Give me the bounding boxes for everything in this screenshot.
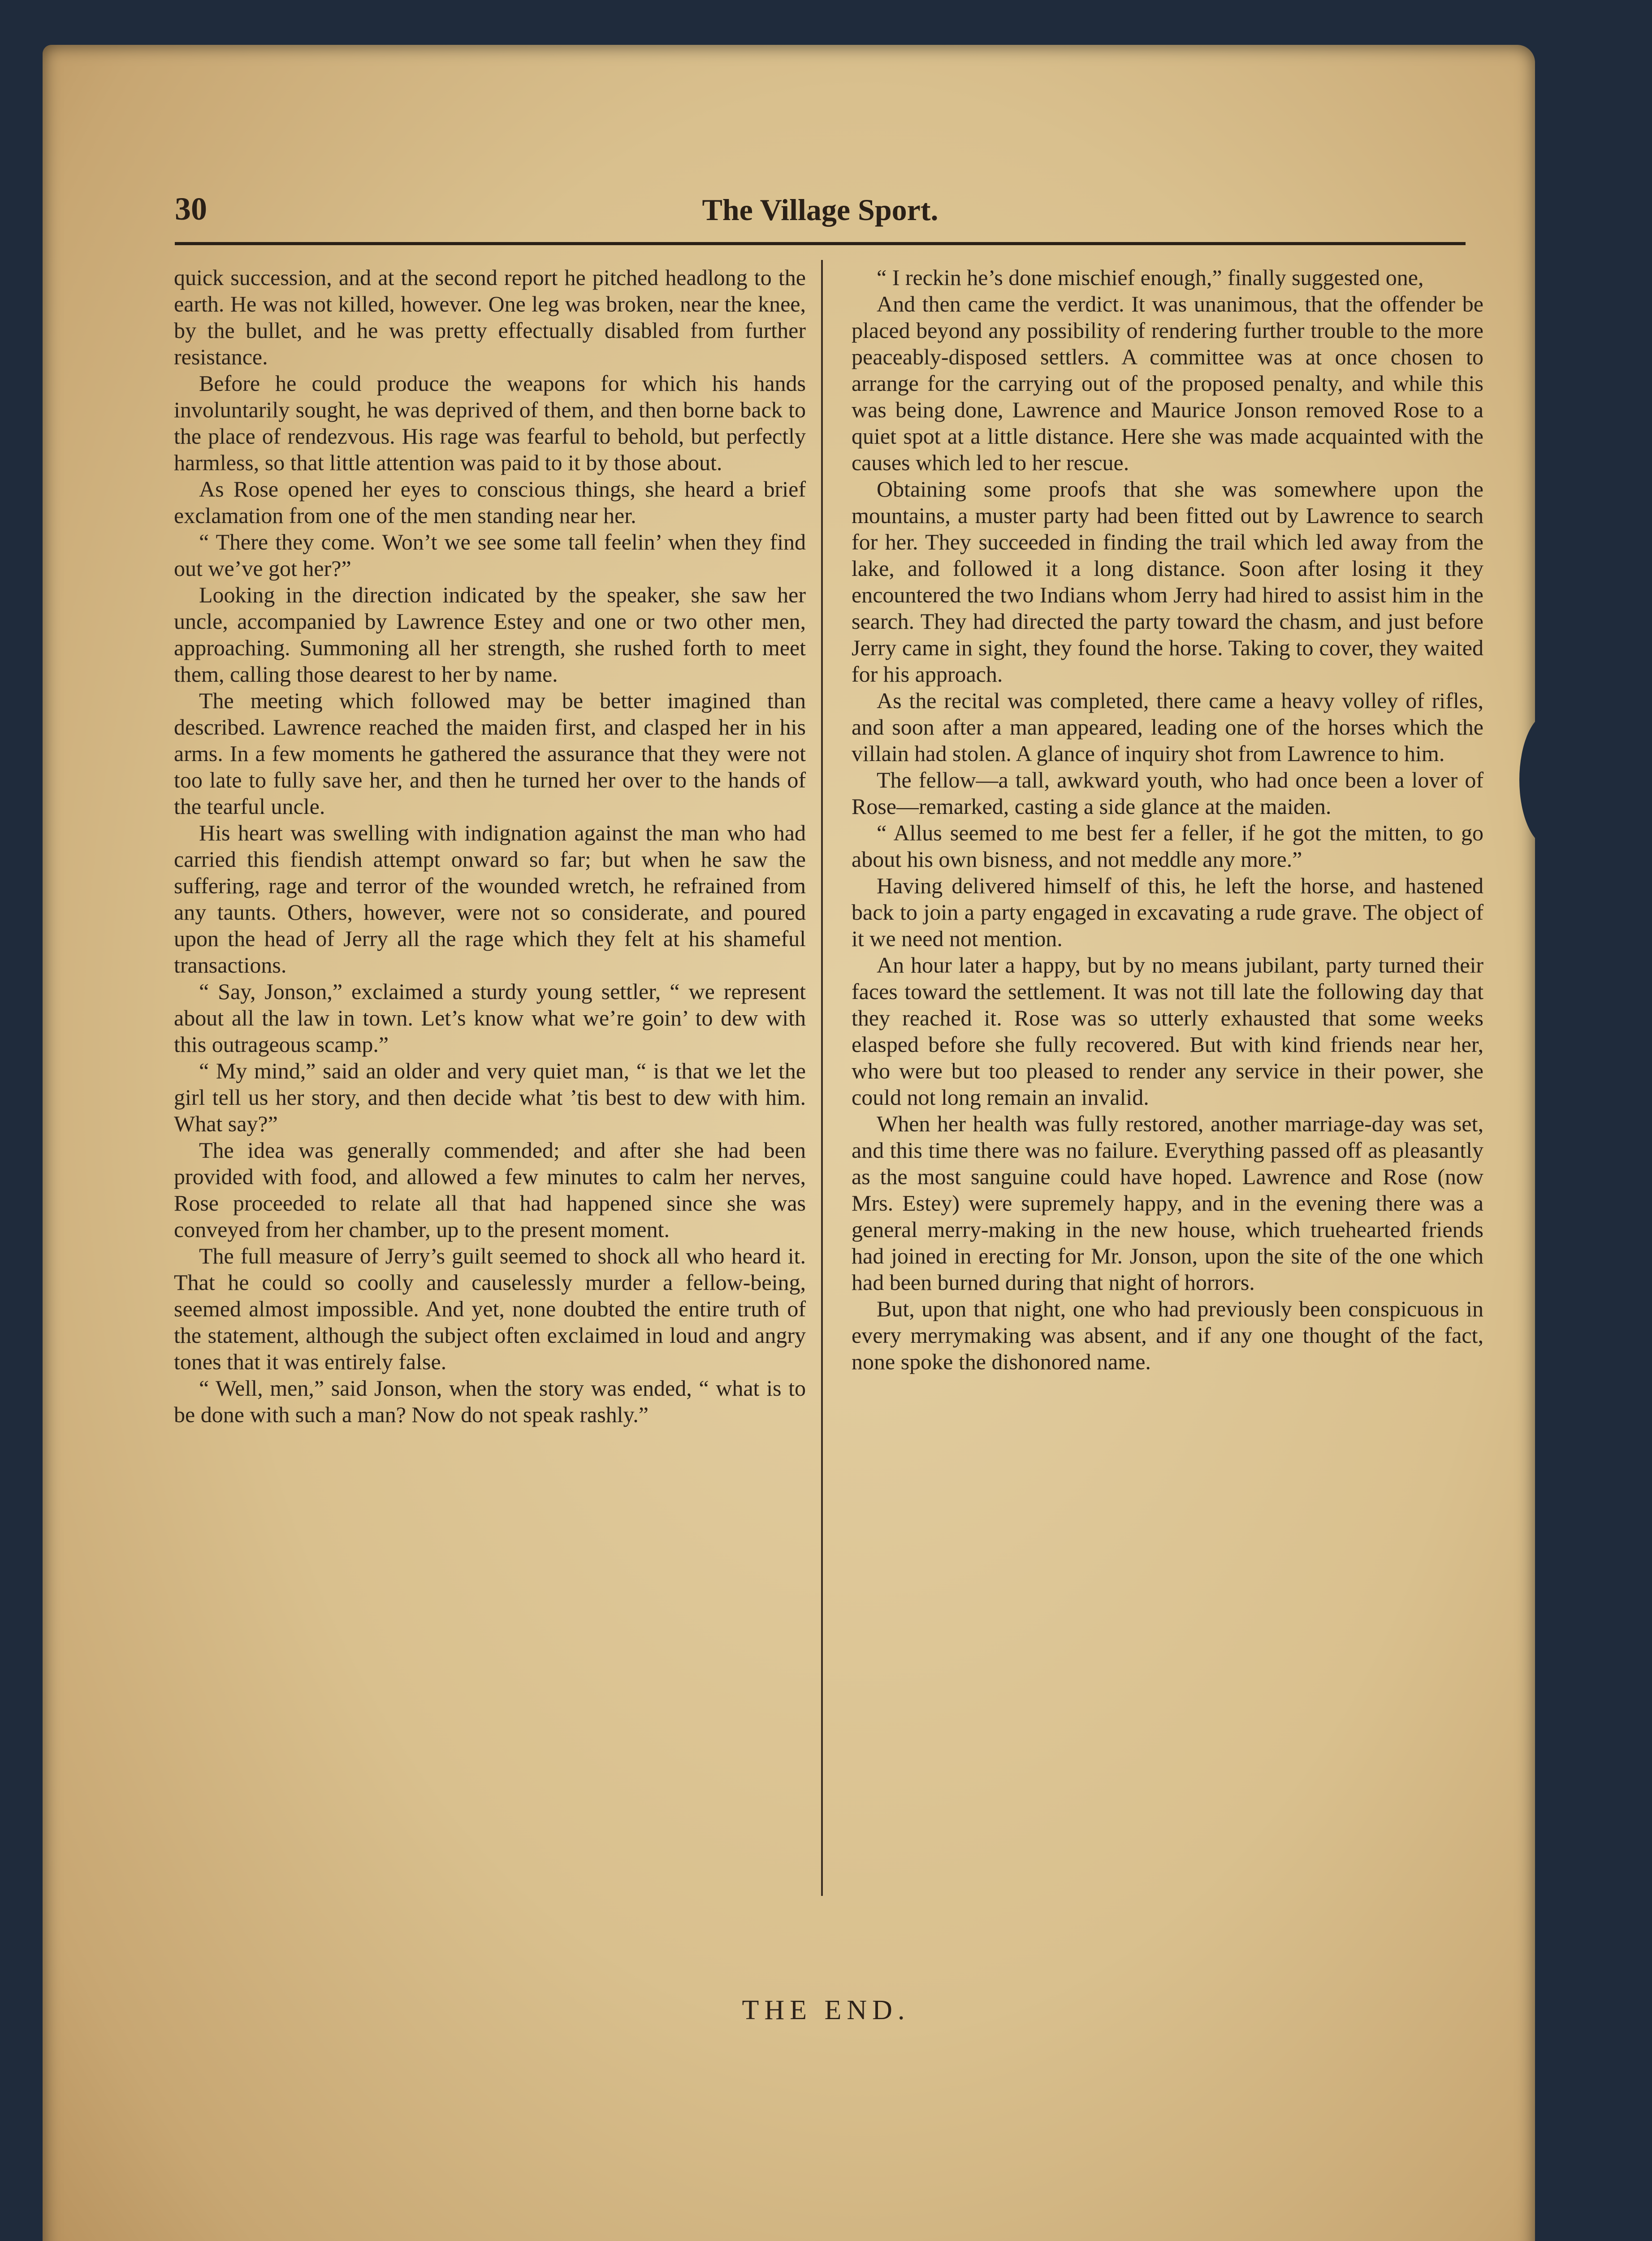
running-header <box>175 186 1466 231</box>
paragraph: “ There they come. Won’t we see some tall feelin’ when they find out we’ve got her?” <box>174 529 806 581</box>
paragraph: When her health was fully restored, another marriage-day was set, and this time there was no failure. Everything passed off as pleasantly as the most sanguine could have hoped. Lawrence and Rose (now Mrs. Estey) were supremely happy, and in the evening there was a general merry-making in the new house, which truehearted friends had joined in erecting for Mr. Jonson, upon the site of the one which had been burned during that night of horrors. <box>852 1111 1483 1295</box>
column-divider <box>821 260 823 1896</box>
left-column <box>174 264 806 1428</box>
paragraph: “ Well, men,” said Jonson, when the story was ended, “ what is to be done with such a man? Now do not speak rashly.” <box>174 1376 806 1427</box>
paragraph: “ Say, Jonson,” exclaimed a sturdy young settler, “ we represent about all the law in town. Let’s know what we’re goin’ to dew with this outrageous scamp.” <box>174 979 806 1057</box>
paragraph: As Rose opened her eyes to conscious things, she heard a brief exclamation from one of the men standing near her. <box>174 476 806 528</box>
page-number: 30 <box>175 191 207 227</box>
paragraph: The meeting which followed may be better imagined than described. Lawrence reached the maiden first, and clasped her in his arms. In a few moments he gathered the assurance that they were not too late to fully save her, and then he turned her over to the hands of the tearful uncle. <box>174 688 806 819</box>
paragraph: Looking in the direction indicated by the speaker, she saw her uncle, accompanied by Lawrence Estey and one or two other men, approaching. Summoning all her strength, she rushed forth to meet them, calling those dearest to her by name. <box>174 582 806 687</box>
right-column <box>852 264 1483 1375</box>
header-rule <box>175 242 1466 245</box>
paragraph: quick succession, and at the second report he pitched headlong to the earth. He was not killed, however. One leg was broken, near the knee, by the bullet, and he was pretty effectually disabled from further resistance. <box>174 265 806 369</box>
paragraph: Obtaining some proofs that she was somewhere upon the mountains, a muster party had been fitted out by Lawrence to search for her. They succeeded in finding the trail which led away from the lake, and followed it a long distance. Soon after losing it they encountered the two Indians whom Jerry had hired to assist him in the search. They had directed the party toward the chasm, and just before Jerry came in sight, they found the horse. Taking to cover, they waited for his approach. <box>852 476 1483 687</box>
running-title: The Village Sport. <box>702 193 938 227</box>
paragraph: “ My mind,” said an older and very quiet man, “ is that we let the girl tell us her story, and then decide what ’tis best to dew with him. What say?” <box>174 1058 806 1136</box>
paragraph: The full measure of Jerry’s guilt seemed to shock all who heard it. That he could so coolly and causelessly murder a fellow-being, seemed almost impossible. And yet, none doubted the entire truth of the statement, although the subject often exclaimed in loud and angry tones that it was entirely false. <box>174 1243 806 1374</box>
torn-edge <box>1519 713 1582 847</box>
paragraph: “ I reckin he’s done mischief enough,” finally suggested one, <box>877 265 1424 290</box>
paragraph: As the recital was completed, there came a heavy volley of rifles, and soon after a man appeared, leading one of the horses which the villain had stolen. A glance of inquiry shot from Lawrence to him. <box>852 688 1483 766</box>
paragraph: Having delivered himself of this, he left the horse, and hastened back to join a party engaged in excavating a rude grave. The object of it we need not mention. <box>852 873 1483 951</box>
paragraph: The idea was generally commended; and after she had been provided with food, and allowed a few minutes to calm her nerves, Rose proceeded to relate all that had happened since she was conveyed from her chamber, up to the present moment. <box>174 1138 806 1242</box>
paragraph: The fellow—a tall, awkward youth, who had once been a lover of Rose—remarked, casting a side glance at the maiden. <box>852 767 1483 819</box>
paragraph: “ Allus seemed to me best fer a feller, if he got the mitten, to go about his own bisness, and not meddle any more.” <box>852 820 1483 872</box>
paragraph: His heart was swelling with indignation against the man who had carried this fiendish attempt onward so far; but when he saw the suffering, rage and terror of the wounded wretch, he refrained from any taunts. Others, however, were not so considerate, and poured upon the head of Jerry all the rage which they felt at his shameful transactions. <box>174 820 806 978</box>
paragraph: Before he could produce the weapons for which his hands involuntarily sought, he was deprived of them, and then borne back to the place of rendezvous. His rage was fearful to behold, but perfectly harmless, so that little attention was paid to it by those about. <box>174 371 806 475</box>
paragraph: An hour later a happy, but by no means jubilant, party turned their faces toward the settlement. It was not till late the following day that they reached it. Rose was so utterly exhausted that some weeks elasped before she fully recovered. But with kind friends near her, who were but too pleased to render any service in their power, she could not long remain an invalid. <box>852 952 1483 1110</box>
paragraph: And then came the verdict. It was unanimous, that the offender be placed beyond any possibility of rendering further trouble to the more peaceably-disposed settlers. A committee was at once chosen to arrange for the carrying out of the proposed penalty, and while this was being done, Lawrence and Maurice Jonson removed Rose to a quiet spot at a little distance. Here she was made acquainted with the causes which led to her rescue. <box>852 291 1483 475</box>
the-end-label: THE END. <box>742 1995 910 2025</box>
paragraph: But, upon that night, one who had previously been conspicuous in every merrymaking was absent, and if any one thought of the fact, none spoke the dishonored name. <box>852 1296 1483 1374</box>
